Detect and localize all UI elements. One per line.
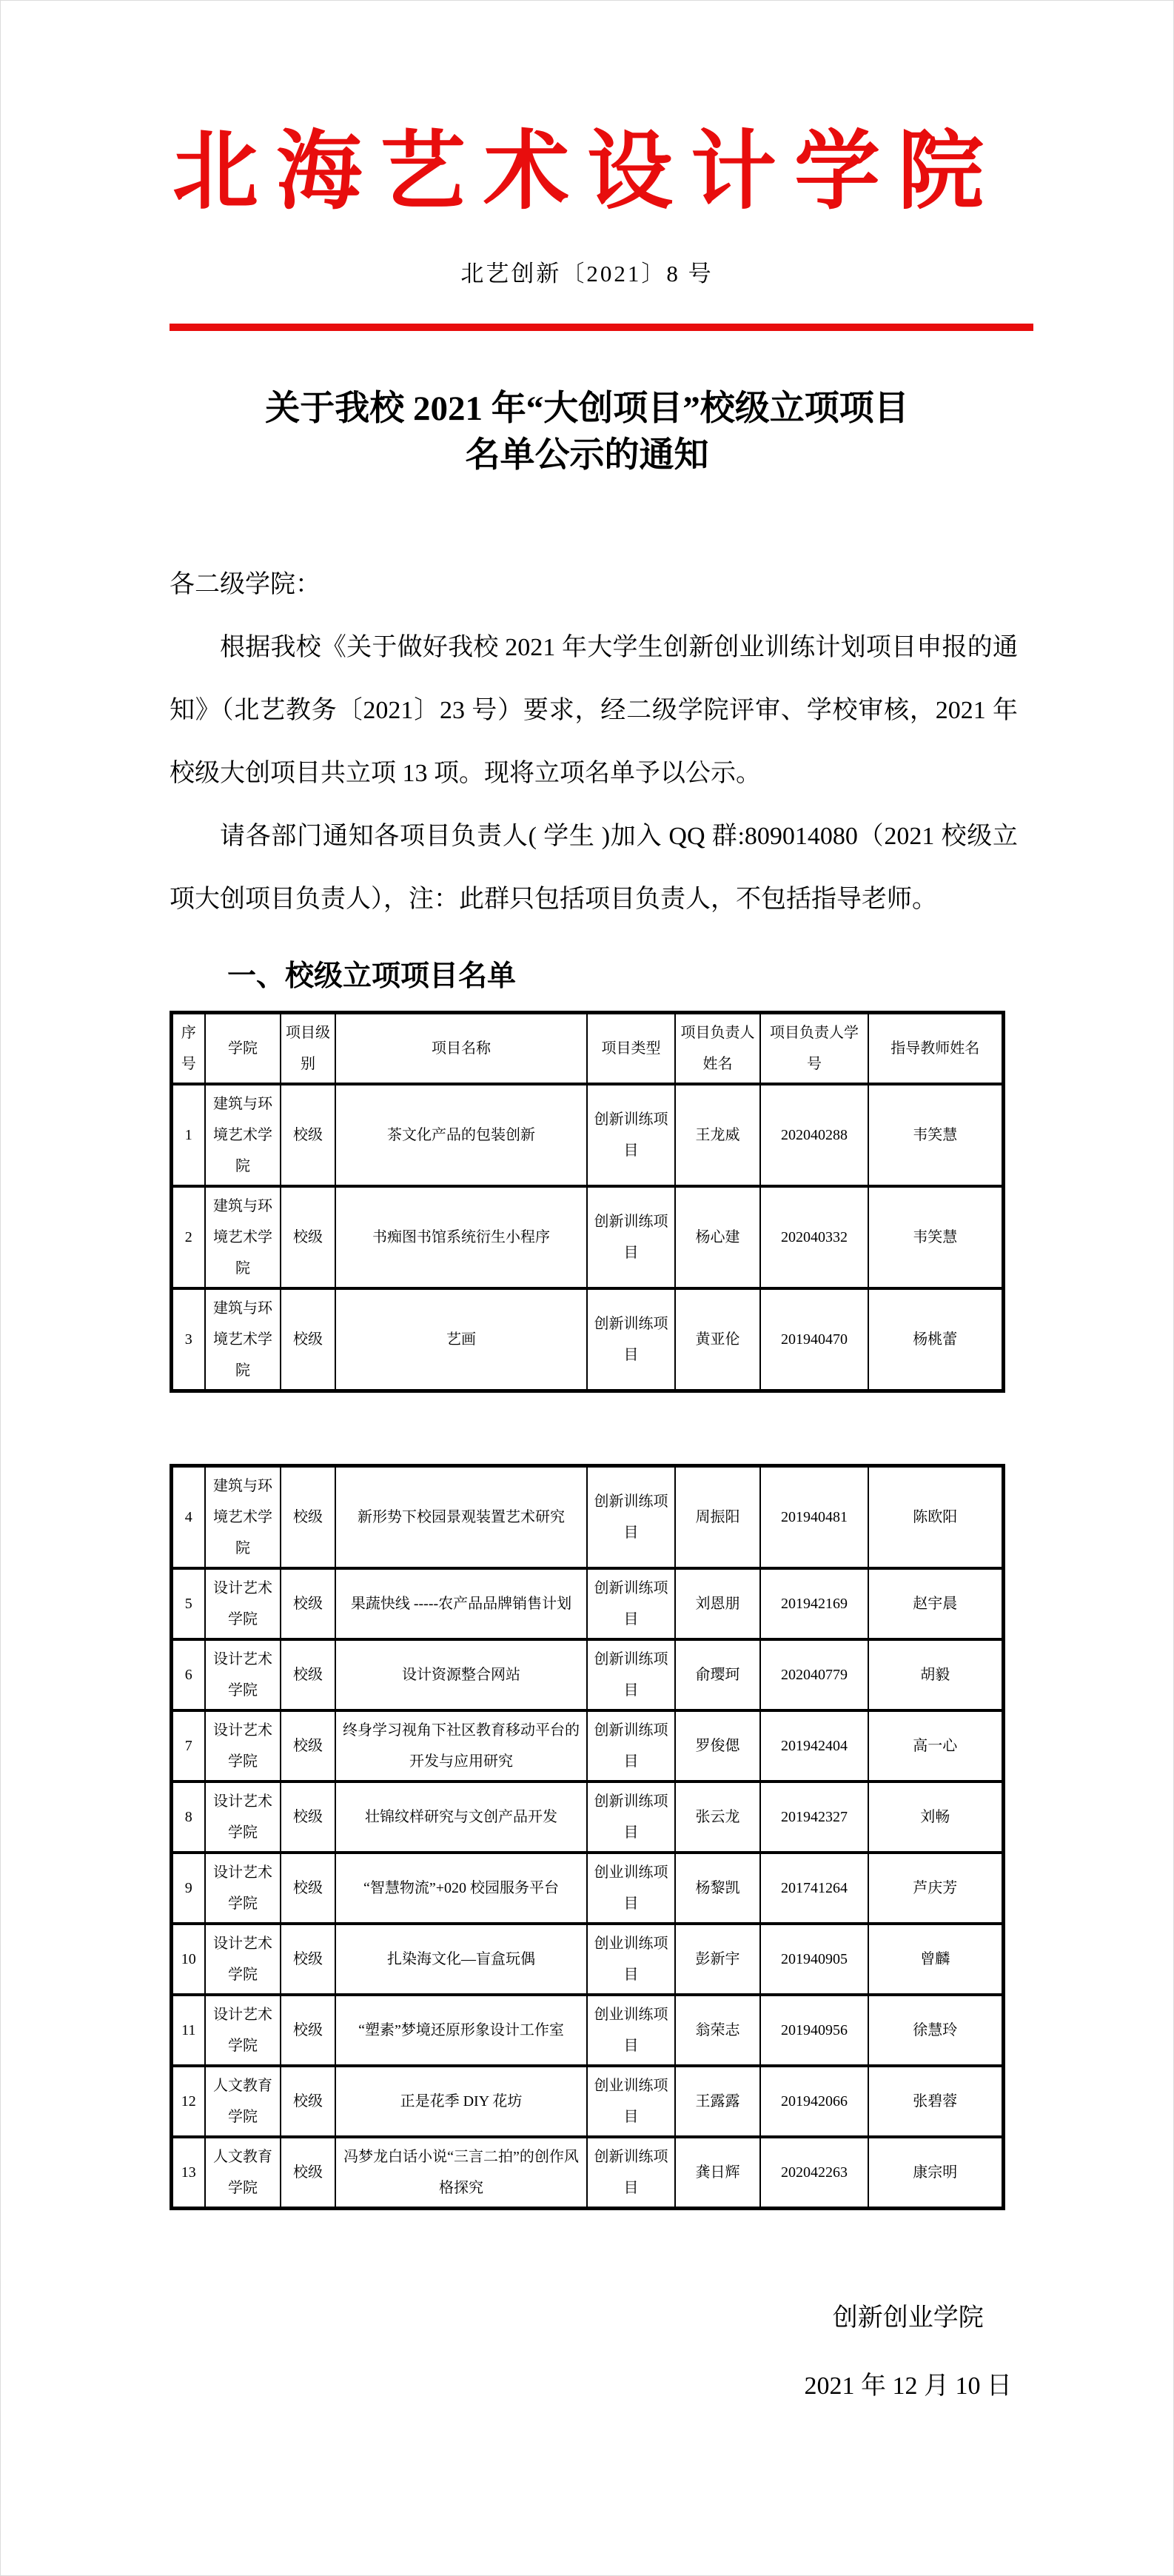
- column-header-advisor: 指导教师姓名: [868, 1012, 1003, 1084]
- doc-number: 北艺创新〔2021〕8 号: [460, 261, 714, 287]
- cell-project_type: 创新训练项目: [587, 1288, 675, 1391]
- cell-leader_id: 201942169: [760, 1568, 868, 1639]
- cell-index: 3: [171, 1288, 205, 1391]
- letterhead-divider: [170, 324, 1033, 331]
- cell-level: 校级: [281, 1853, 335, 1924]
- cell-advisor: 韦笑慧: [868, 1084, 1003, 1186]
- cell-leader_id: 201940905: [760, 1924, 868, 1995]
- table-row: [171, 1782, 1003, 1853]
- cell-advisor: 刘畅: [868, 1782, 1003, 1853]
- cell-project_name: 茶文化产品的包装创新: [335, 1084, 587, 1186]
- issue-date: 2021 年 12 月 10 日: [804, 2372, 1012, 2400]
- cell-project_name: 终身学习视角下社区教育移动平台的开发与应用研究: [335, 1710, 587, 1782]
- cell-leader_name: 张云龙: [675, 1782, 760, 1853]
- cell-advisor: 杨桃蕾: [868, 1288, 1003, 1391]
- cell-advisor: 徐慧玲: [868, 1995, 1003, 2066]
- cell-project_type: 创新训练项目: [587, 1465, 675, 1568]
- cell-project_name: “智慧物流”+020 校园服务平台: [335, 1853, 587, 1924]
- project-table-page-2: [170, 1464, 1005, 2210]
- column-header-index: 序号: [171, 1012, 205, 1084]
- cell-project_name: 冯梦龙白话小说“三言二拍”的创作风格探究: [335, 2137, 587, 2209]
- cell-advisor: 胡毅: [868, 1639, 1003, 1710]
- column-header-leader_id: 项目负责人学号: [760, 1012, 868, 1084]
- cell-leader_name: 黄亚伦: [675, 1288, 760, 1391]
- cell-index: 1: [171, 1084, 205, 1186]
- cell-leader_id: 202042263: [760, 2137, 868, 2209]
- salutation: 各二级学院：: [170, 570, 321, 598]
- cell-advisor: 芦庆芳: [868, 1853, 1003, 1924]
- cell-leader_name: 龚日辉: [675, 2137, 760, 2209]
- cell-college: 设计艺术学院: [205, 1853, 281, 1924]
- project-table-page-1: [170, 1011, 1005, 1393]
- notice-title-line-1: 关于我校 2021 年“大创项目”校级立项项目: [265, 389, 909, 428]
- cell-level: 校级: [281, 1186, 335, 1288]
- cell-project_name: 书痴图书馆系统衍生小程序: [335, 1186, 587, 1288]
- cell-level: 校级: [281, 1995, 335, 2066]
- cell-level: 校级: [281, 1639, 335, 1710]
- cell-level: 校级: [281, 1288, 335, 1391]
- cell-project_name: 正是花季 DIY 花坊: [335, 2066, 587, 2137]
- body-paragraph: 请各部门通知各项目负责人( 学生 )加入 QQ 群:809014080（2021 校级立项大创项目负责人），注：此群只包括项目负责人，不包括指导老师。: [170, 822, 1018, 913]
- cell-college: 设计艺术学院: [205, 1995, 281, 2066]
- cell-advisor: 张碧蓉: [868, 2066, 1003, 2137]
- cell-college: 人文教育学院: [205, 2066, 281, 2137]
- cell-project_type: 创新训练项目: [587, 1639, 675, 1710]
- cell-leader_name: 杨黎凯: [675, 1853, 760, 1924]
- cell-project_name: 新形势下校园景观装置艺术研究: [335, 1465, 587, 1568]
- cell-index: 6: [171, 1639, 205, 1710]
- cell-index: 12: [171, 2066, 205, 2137]
- cell-leader_id: 201940481: [760, 1465, 868, 1568]
- cell-project_type: 创业训练项目: [587, 1853, 675, 1924]
- cell-project_name: 果蔬快线 -----农产品品牌销售计划: [335, 1568, 587, 1639]
- column-header-level: 项目级别: [281, 1012, 335, 1084]
- cell-college: 建筑与环境艺术学院: [205, 1084, 281, 1186]
- table-row: [171, 1853, 1003, 1924]
- cell-level: 校级: [281, 1568, 335, 1639]
- cell-college: 设计艺术学院: [205, 1710, 281, 1782]
- notice-title: [1, 386, 1173, 479]
- cell-index: 10: [171, 1924, 205, 1995]
- section-heading: 一、校级立项项目名单: [227, 960, 517, 992]
- table-row: [171, 1639, 1003, 1710]
- cell-project_name: 扎染海文化—盲盒玩偶: [335, 1924, 587, 1995]
- cell-project_type: 创新训练项目: [587, 1568, 675, 1639]
- cell-level: 校级: [281, 2066, 335, 2137]
- cell-index: 2: [171, 1186, 205, 1288]
- cell-project_type: 创新训练项目: [587, 2137, 675, 2209]
- table-row: [171, 2066, 1003, 2137]
- cell-index: 4: [171, 1465, 205, 1568]
- signature-inner: [805, 2284, 1013, 2421]
- table-row: [171, 1186, 1003, 1288]
- table-row: [171, 1924, 1003, 1995]
- column-header-project_type: 项目类型: [587, 1012, 675, 1084]
- cell-leader_id: 201940956: [760, 1995, 868, 2066]
- cell-project_type: 创新训练项目: [587, 1084, 675, 1186]
- cell-leader_name: 罗俊偲: [675, 1710, 760, 1782]
- cell-project_type: 创新训练项目: [587, 1782, 675, 1853]
- cell-project_type: 创业训练项目: [587, 1995, 675, 2066]
- cell-index: 11: [171, 1995, 205, 2066]
- cell-leader_id: 202040779: [760, 1639, 868, 1710]
- cell-leader_name: 翁荣志: [675, 1995, 760, 2066]
- cell-leader_id: 201940470: [760, 1288, 868, 1391]
- table-row: [171, 1288, 1003, 1391]
- cell-advisor: 康宗明: [868, 2137, 1003, 2209]
- table-row: [171, 1084, 1003, 1186]
- cell-leader_id: 201942066: [760, 2066, 868, 2137]
- cell-college: 建筑与环境艺术学院: [205, 1186, 281, 1288]
- cell-advisor: 曾麟: [868, 1924, 1003, 1995]
- cell-leader_name: 杨心建: [675, 1186, 760, 1288]
- column-header-leader_name: 项目负责人姓名: [675, 1012, 760, 1084]
- cell-project_name: 艺画: [335, 1288, 587, 1391]
- cell-level: 校级: [281, 1924, 335, 1995]
- table-header-cells: [171, 1012, 1003, 1084]
- cell-college: 设计艺术学院: [205, 1924, 281, 1995]
- cell-leader_name: 王龙威: [675, 1084, 760, 1186]
- cell-level: 校级: [281, 1465, 335, 1568]
- body-paragraph: 根据我校《关于做好我校 2021 年大学生创新创业训练计划项目申报的通知》（北艺教务〔2021〕23 号）要求，经二级学院评审、学校审核，2021 年校级大创项目共立项 13 项。现将立项名单予以公示。: [170, 633, 1018, 787]
- cell-project_name: “塑素”梦境还原形象设计工作室: [335, 1995, 587, 2066]
- column-header-college: 学院: [205, 1012, 281, 1084]
- table-header-row: [171, 1012, 1003, 1084]
- cell-level: 校级: [281, 1710, 335, 1782]
- table-row: [171, 1465, 1003, 1568]
- cell-college: 建筑与环境艺术学院: [205, 1465, 281, 1568]
- cell-leader_name: 王露露: [675, 2066, 760, 2137]
- notice-body: [170, 553, 1018, 931]
- cell-project_name: 设计资源整合网站: [335, 1639, 587, 1710]
- cell-leader_name: 彭新宇: [675, 1924, 760, 1995]
- cell-advisor: 高一心: [868, 1710, 1003, 1782]
- cell-leader_name: 周振阳: [675, 1465, 760, 1568]
- cell-project_type: 创业训练项目: [587, 2066, 675, 2137]
- cell-project_type: 创新训练项目: [587, 1710, 675, 1782]
- cell-college: 设计艺术学院: [205, 1568, 281, 1639]
- cell-leader_id: 202040288: [760, 1084, 868, 1186]
- cell-level: 校级: [281, 2137, 335, 2209]
- cell-index: 13: [171, 2137, 205, 2209]
- table-row: [171, 1710, 1003, 1782]
- table-row: [171, 2137, 1003, 2209]
- cell-project_name: 壮锦纹样研究与文创产品开发: [335, 1782, 587, 1853]
- cell-college: 人文教育学院: [205, 2137, 281, 2209]
- column-header-project_name: 项目名称: [335, 1012, 587, 1084]
- issuing-department: 创新创业学院: [832, 2304, 984, 2332]
- cell-index: 8: [171, 1782, 205, 1853]
- notice-title-line-2: 名单公示的通知: [465, 435, 709, 475]
- cell-index: 5: [171, 1568, 205, 1639]
- cell-index: 9: [171, 1853, 205, 1924]
- cell-leader_id: 201741264: [760, 1853, 868, 1924]
- cell-project_type: 创新训练项目: [587, 1186, 675, 1288]
- letterhead-title: 北海艺术设计学院: [172, 125, 1002, 220]
- cell-leader_name: 刘恩朋: [675, 1568, 760, 1639]
- cell-college: 建筑与环境艺术学院: [205, 1288, 281, 1391]
- table-row: [171, 1995, 1003, 2066]
- cell-advisor: 韦笑慧: [868, 1186, 1003, 1288]
- cell-advisor: 陈欧阳: [868, 1465, 1003, 1568]
- cell-leader_id: 201942327: [760, 1782, 868, 1853]
- cell-project_type: 创业训练项目: [587, 1924, 675, 1995]
- cell-college: 设计艺术学院: [205, 1639, 281, 1710]
- cell-advisor: 赵宇晨: [868, 1568, 1003, 1639]
- cell-leader_id: 201942404: [760, 1710, 868, 1782]
- cell-leader_name: 俞璎珂: [675, 1639, 760, 1710]
- table-row: [171, 1568, 1003, 1639]
- signature-block: [1, 2284, 1173, 2421]
- cell-leader_id: 202040332: [760, 1186, 868, 1288]
- cell-level: 校级: [281, 1782, 335, 1853]
- cell-college: 设计艺术学院: [205, 1782, 281, 1853]
- cell-level: 校级: [281, 1084, 335, 1186]
- cell-index: 7: [171, 1710, 205, 1782]
